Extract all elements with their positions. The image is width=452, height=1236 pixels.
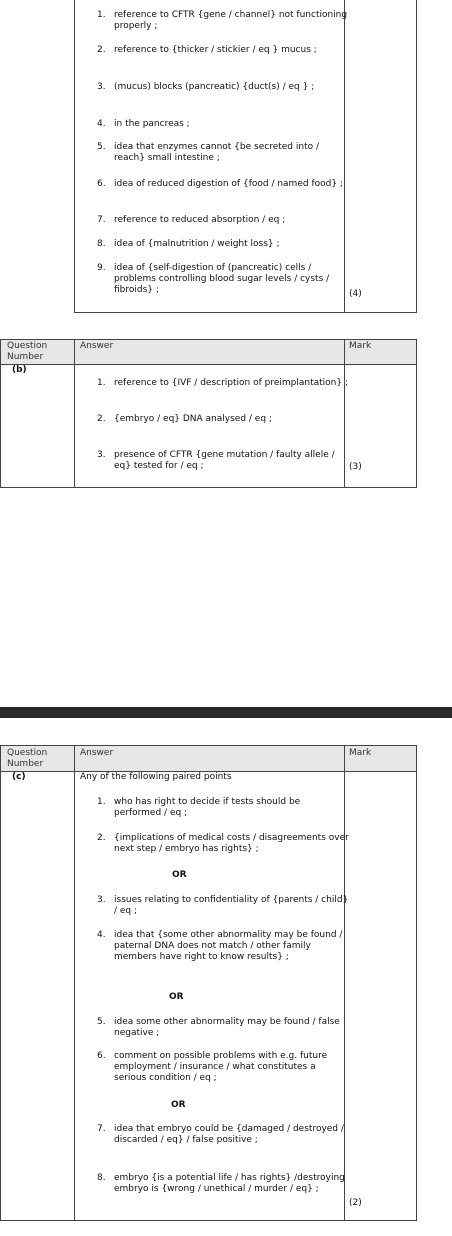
answer-intro: Any of the following paired points [80, 772, 232, 782]
table-c-border-left [0, 745, 1, 1221]
mark-value: (4) [349, 289, 362, 299]
table-b-border-bottom [0, 487, 417, 488]
or-separator: OR [172, 870, 187, 880]
table-b-border-right [416, 339, 417, 488]
question-number-header: Question Number [7, 748, 48, 769]
page-separator [0, 707, 452, 718]
question-number: (c) [12, 772, 26, 782]
question-number: (b) [12, 365, 27, 375]
mark-header: Mark [349, 341, 372, 351]
table-b-divider-left [74, 339, 75, 488]
mark-header: Mark [349, 748, 372, 758]
table-b-header-bottom [0, 364, 417, 365]
table-a-border-bottom [74, 312, 417, 313]
table-c-divider-left [74, 745, 75, 1221]
answer-header: Answer [80, 748, 114, 758]
table-b-border-top [0, 339, 417, 340]
or-separator: OR [169, 992, 184, 1002]
question-number-header: Question Number [7, 341, 48, 362]
or-separator: OR [171, 1100, 186, 1110]
mark-value: (2) [349, 1198, 362, 1208]
table-c-border-top [0, 745, 417, 746]
table-c-border-right [416, 745, 417, 1221]
table-a-divider-left [74, 0, 75, 313]
table-c-border-bottom [0, 1220, 417, 1221]
answer-header: Answer [80, 341, 114, 351]
mark-value: (3) [349, 462, 362, 472]
table-b-border-left [0, 339, 1, 488]
table-a-border-right [416, 0, 417, 313]
